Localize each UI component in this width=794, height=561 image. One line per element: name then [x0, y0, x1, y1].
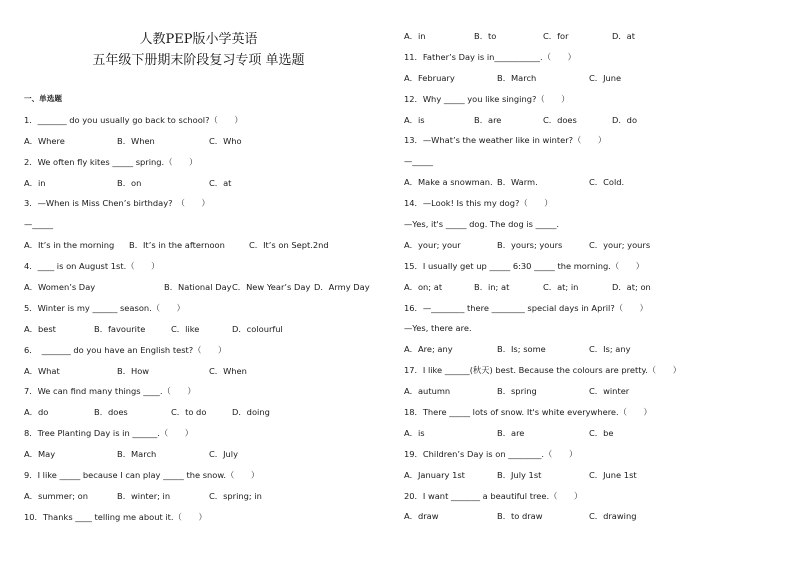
question-line: 20．I want _______ a beautiful tree.（ ）: [404, 490, 583, 501]
answer-option[interactable]: A．draw: [404, 511, 439, 522]
worksheet-title: 人教PEP版小学英语: [139, 32, 258, 47]
answer-option[interactable]: B．National Day: [164, 282, 232, 293]
answer-option[interactable]: C．to do: [171, 407, 207, 418]
answer-option[interactable]: C．spring; in: [209, 490, 262, 501]
answer-option[interactable]: D．colourful: [232, 323, 283, 334]
answer-options: [404, 385, 774, 406]
answer-option[interactable]: A．on; at: [404, 281, 443, 292]
answer-option[interactable]: C．When: [209, 365, 247, 376]
answer-option[interactable]: B．spring: [497, 386, 537, 397]
answer-options: [404, 281, 774, 302]
question-line: —Yes, it's _____ dog. The dog is _____.: [404, 219, 559, 230]
answer-option[interactable]: A．in: [404, 31, 426, 41]
answer-option[interactable]: C．June: [589, 72, 622, 83]
answer-option[interactable]: D．at; on: [612, 281, 651, 292]
answer-option[interactable]: C．drawing: [589, 511, 637, 522]
question-line: 2．We often fly kites _____ spring.（ ）: [24, 156, 198, 167]
answer-option[interactable]: B．favourite: [94, 323, 146, 334]
answer-option[interactable]: B．are: [474, 114, 502, 125]
answer-option[interactable]: C．New Year’s Day: [232, 282, 311, 293]
answer-option[interactable]: C．It’s on Sept.2nd: [249, 240, 329, 251]
answer-option[interactable]: B．on: [117, 177, 142, 188]
answer-options: [24, 323, 384, 344]
answer-options: [404, 72, 774, 93]
answer-option[interactable]: C．at; in: [543, 281, 579, 292]
question-line: 12．Why _____ you like singing?（ ）: [404, 93, 570, 104]
answer-option[interactable]: A．Women’s Day: [24, 282, 96, 293]
answer-option[interactable]: A．is: [404, 114, 425, 125]
question-line: 5．Winter is my ______ season.（ ）: [24, 302, 185, 313]
answer-option[interactable]: A．in: [24, 177, 46, 188]
question-line: 8．Tree Planting Day is in ______.（ ）: [24, 428, 194, 439]
answer-option[interactable]: B．July 1st: [497, 469, 542, 480]
answer-options: [24, 239, 384, 260]
answer-options: [24, 448, 384, 469]
answer-options: [24, 281, 384, 302]
answer-options: [404, 114, 774, 135]
answer-option[interactable]: A．May: [24, 449, 56, 460]
left-question-list: [24, 114, 384, 532]
question-line: 15．I usually get up _____ 6:30 _____ the morning.（ ）: [404, 260, 645, 271]
question-line: 13．—What’s the weather like in winter?（ ）: [404, 135, 607, 146]
answer-option[interactable]: B．When: [117, 135, 155, 146]
answer-option[interactable]: A．Where: [24, 135, 65, 146]
answer-option[interactable]: A．summer; on: [24, 490, 89, 501]
answer-option[interactable]: A．Make a snowman.: [404, 177, 493, 188]
answer-option[interactable]: C．Cold.: [589, 177, 625, 188]
answer-option[interactable]: B．How: [117, 365, 150, 376]
answer-option[interactable]: D．doing: [232, 407, 270, 418]
answer-option[interactable]: B．winter; in: [117, 490, 171, 501]
answer-option[interactable]: B．does: [94, 407, 128, 418]
question-line: 18．There _____ lots of snow. It's white everywhere.（ ）: [404, 407, 652, 418]
answer-options: [404, 343, 774, 364]
answer-options: [404, 239, 774, 260]
question-line: 14．—Look! Is this my dog?（ ）: [404, 198, 553, 209]
answer-option[interactable]: B．to: [474, 31, 497, 41]
question-line: 7．We can find many things ____.（ ）: [24, 386, 196, 397]
answer-option[interactable]: B．are: [497, 427, 525, 438]
answer-options: [404, 510, 774, 531]
question-line: 11．Father’s Day is in___________.（ ）: [404, 51, 576, 62]
answer-option[interactable]: C．Who: [209, 135, 242, 146]
answer-option[interactable]: C．like: [171, 323, 200, 334]
answer-options: [24, 135, 384, 156]
answer-option[interactable]: C．be: [589, 427, 614, 438]
question-line: 3．—When is Miss Chen’s birthday? （ ）: [24, 198, 210, 209]
answer-option[interactable]: A．It’s in the morning: [24, 240, 115, 251]
answer-option[interactable]: C．Is; any: [589, 344, 631, 355]
answer-option[interactable]: C．June 1st: [589, 469, 637, 480]
answer-option[interactable]: A．is: [404, 427, 425, 438]
answer-option[interactable]: A．Are; any: [404, 344, 453, 355]
answer-option[interactable]: D．at: [612, 31, 636, 41]
answer-options: [404, 427, 774, 448]
answer-option[interactable]: A．do: [24, 407, 49, 418]
question-line: 6． _______ do you have an English test?（ ）: [24, 344, 227, 355]
answer-option[interactable]: C．July: [209, 449, 239, 460]
question-line: —Yes, there are.: [404, 323, 472, 334]
answer-options: [404, 469, 774, 490]
worksheet-subtitle: 五年级下册期末阶段复习专项 单选题: [92, 53, 305, 68]
answer-option[interactable]: B．Warm.: [497, 177, 538, 188]
question-line: 1．_______ do you usually go back to school?（ ）: [24, 114, 243, 125]
answer-option[interactable]: C．your; yours: [589, 239, 651, 250]
question-line: 4．____ is on August 1st.（ ）: [24, 261, 160, 272]
answer-option[interactable]: A．What: [24, 365, 60, 376]
answer-option[interactable]: C．for: [543, 31, 569, 41]
answer-option[interactable]: C．winter: [589, 386, 630, 397]
answer-option[interactable]: A．autumn: [404, 386, 451, 397]
section-heading: 一、单选题: [24, 94, 62, 103]
answer-options: [24, 365, 384, 386]
left-column: [24, 93, 384, 532]
answer-option[interactable]: C．does: [543, 114, 577, 125]
answer-options: [404, 176, 774, 197]
question-line: —_____: [404, 156, 434, 167]
answer-option[interactable]: B．to draw: [497, 511, 543, 522]
answer-option[interactable]: A．February: [404, 72, 455, 83]
answer-option[interactable]: B．March: [117, 449, 157, 460]
answer-option[interactable]: B．in; at: [474, 281, 510, 292]
answer-option[interactable]: B．yours; yours: [497, 239, 563, 250]
question-line: 10．Thanks ____ telling me about it.（ ）: [24, 511, 207, 522]
answer-options: [24, 406, 384, 427]
answer-option[interactable]: B．March: [497, 72, 537, 83]
question-line: 19．Children’s Day is on ________.（ ）: [404, 448, 578, 459]
answer-option[interactable]: C．at: [209, 177, 232, 188]
answer-option[interactable]: A．January 1st: [404, 469, 465, 480]
answer-option[interactable]: D．do: [612, 114, 638, 125]
question-line: 17．I like ______(秋天) best. Because the colours are pretty.（ ）: [404, 365, 681, 376]
question-line: 16．—________ there ________ special days in April?（ ）: [404, 302, 648, 313]
answer-option[interactable]: B．Is; some: [497, 344, 546, 355]
answer-options: [404, 30, 774, 51]
answer-option[interactable]: A．your; your: [404, 239, 461, 250]
answer-options: [24, 177, 384, 198]
right-question-list: [404, 30, 774, 531]
right-column: [404, 30, 774, 531]
question-line: —_____: [24, 219, 54, 230]
answer-option[interactable]: A．best: [24, 323, 56, 334]
answer-options: [24, 490, 384, 511]
answer-option[interactable]: D．Army Day: [314, 282, 370, 293]
question-line: 9．I like _____ because I can play _____ the snow.（ ）: [24, 470, 260, 481]
answer-option[interactable]: B．It’s in the afternoon: [129, 240, 225, 251]
